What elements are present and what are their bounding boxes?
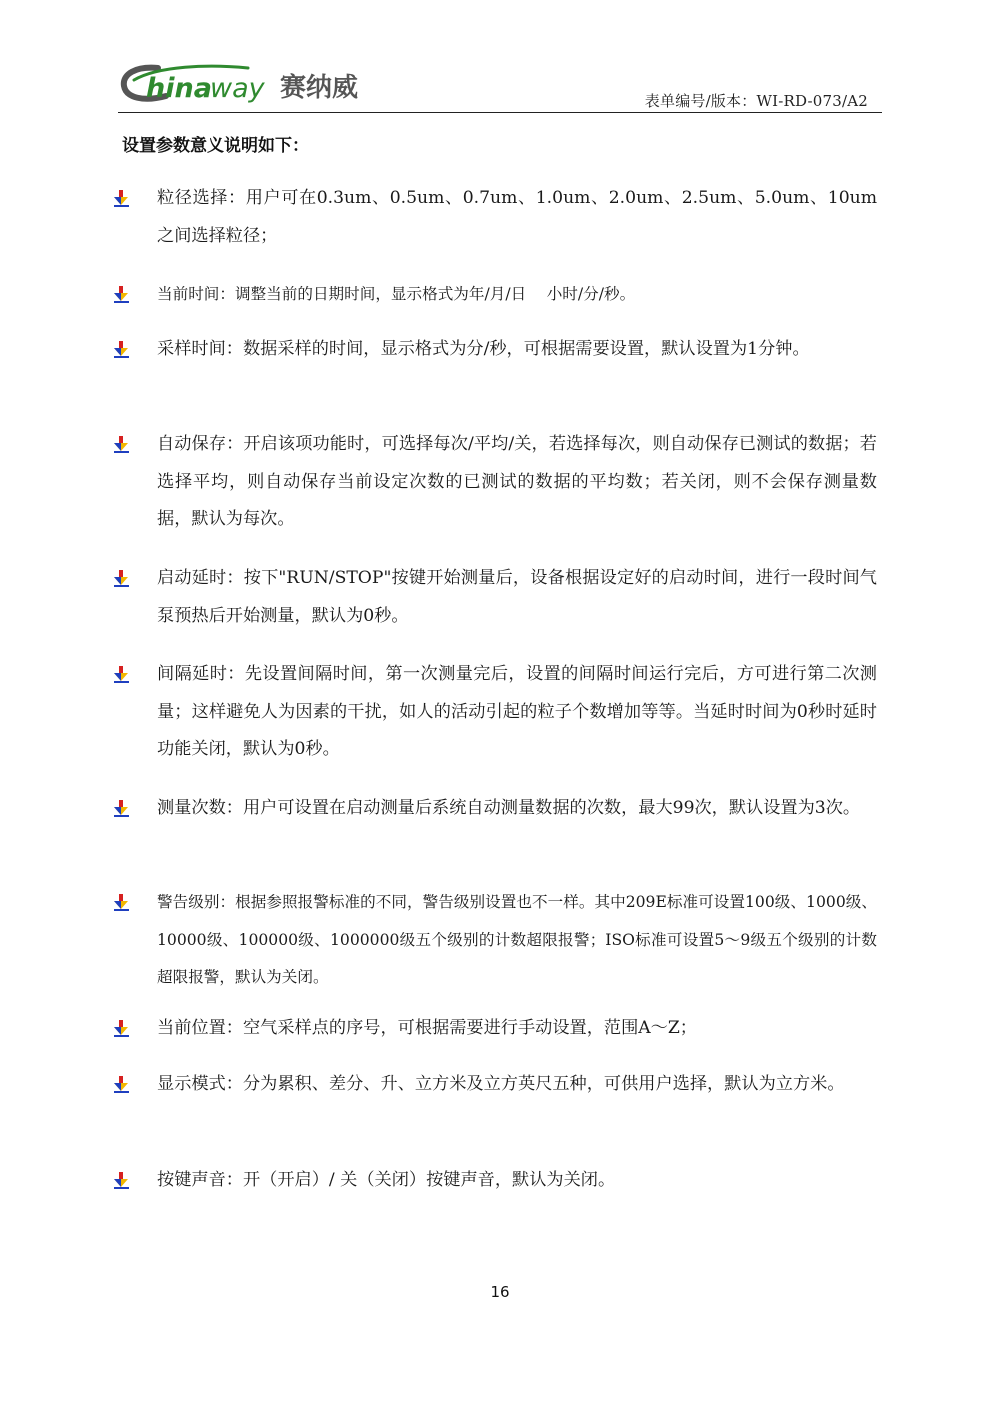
arrow-bullet-icon <box>112 666 132 684</box>
header-divider <box>118 112 882 113</box>
svg-text:way: way <box>210 73 265 104</box>
list-item-text: 显示模式：分为累积、差分、升、立方米及立方英尺五种，可供用户选择，默认为立方米。 <box>157 1074 845 1094</box>
svg-text:hina: hina <box>146 73 212 104</box>
arrow-bullet-icon <box>112 286 132 304</box>
list-item-text: 警告级别：根据参照报警标准的不同，警告级别设置也不一样。其中209E标准可设置100级、1000级、10000级、100000级、1000000级五个级别的计数超限报警；ISO标准可设置5～9级五个级别的计数超限报警，默认为关闭。 <box>157 893 877 986</box>
list-item-text: 自动保存：开启该项功能时，可选择每次/平均/关，若选择每次，则自动保存已测试的数据；若选择平均，则自动保存当前设定次数的已测试的数据的平均数；若关闭，则不会保存测量数据，默认为每次。 <box>157 434 877 529</box>
svg-text:赛纳威: 赛纳威 <box>280 73 359 103</box>
list-item-text: 启动延时：按下"RUN/STOP"按键开始测量后，设备根据设定好的启动时间，进行一段时间气泵预热后开始测量，默认为0秒。 <box>157 568 877 626</box>
arrow-bullet-icon <box>112 190 132 208</box>
arrow-bullet-icon <box>112 570 132 588</box>
list-item-text: 按键声音：开（开启）/ 关（关闭）按键声音，默认为关闭。 <box>157 1170 616 1190</box>
list-item-text: 间隔延时：先设置间隔时间，第一次测量完后，设置的间隔时间运行完后，方可进行第二次测量；这样避免人为因素的干扰，如人的活动引起的粒子个数增加等等。当延时时间为0秒时延时功能关闭，默认为0秒。 <box>157 664 877 759</box>
list-item-text: 粒径选择：用户可在0.3um、0.5um、0.7um、1.0um、2.0um、2.5um、5.0um、10um之间选择粒径； <box>157 188 877 246</box>
arrow-bullet-icon <box>112 800 132 818</box>
list-item-text: 测量次数：用户可设置在启动测量后系统自动测量数据的次数，最大99次，默认设置为3次。 <box>157 798 861 818</box>
section-title: 设置参数意义说明如下： <box>122 136 309 156</box>
arrow-bullet-icon <box>112 1076 132 1094</box>
list-item-text: 采样时间：数据采样的时间，显示格式为分/秒，可根据需要设置，默认设置为1分钟。 <box>157 339 810 359</box>
page-number: 16 <box>490 1283 510 1301</box>
arrow-bullet-icon <box>112 1020 132 1038</box>
arrow-bullet-icon <box>112 894 132 912</box>
company-logo <box>118 60 398 108</box>
arrow-bullet-icon <box>112 341 132 359</box>
arrow-bullet-icon <box>112 436 132 454</box>
arrow-bullet-icon <box>112 1172 132 1190</box>
chinaway-logo-icon <box>118 60 398 108</box>
page-header <box>118 58 882 112</box>
list-item-text: 当前位置：空气采样点的序号，可根据需要进行手动设置，范围A～Z； <box>157 1018 697 1038</box>
list-item-text: 当前时间：调整当前的日期时间，显示格式为年/月/日 小时/分/秒。 <box>157 285 636 303</box>
form-code: 表单编号/版本：WI-RD-073/A2 <box>644 92 868 110</box>
